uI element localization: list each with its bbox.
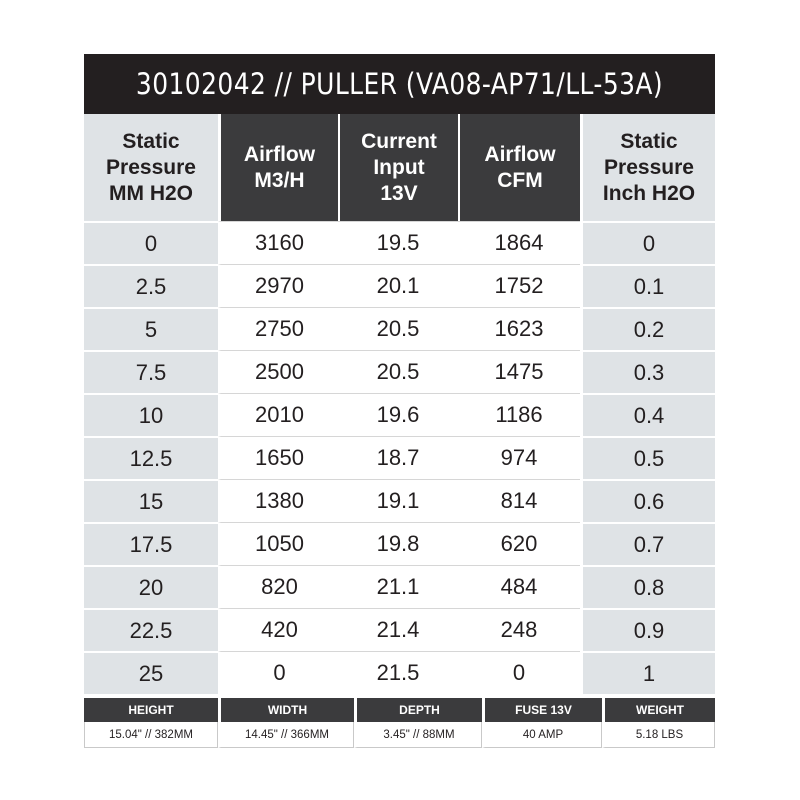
- cell-airflow-cfm: 1864: [458, 221, 580, 264]
- table-row: [84, 393, 715, 436]
- table-row: [84, 479, 715, 522]
- cell-current-input: 19.8: [338, 522, 458, 565]
- table-row: [84, 307, 715, 350]
- col-header-line: Airflow: [243, 142, 316, 166]
- table-row: [84, 608, 715, 651]
- cell-airflow-cfm: 248: [458, 608, 580, 651]
- cell-airflow-cfm: 1475: [458, 350, 580, 393]
- cell-static-pressure-inch: 0.6: [580, 479, 715, 522]
- cell-static-pressure-inch: 0.7: [580, 522, 715, 565]
- cell-airflow-cfm: 620: [458, 522, 580, 565]
- col-header-line: Input: [373, 155, 425, 179]
- col-header-current-input: [338, 114, 458, 221]
- cell-current-input: 19.5: [338, 221, 458, 264]
- cell-static-pressure-mm: 17.5: [84, 522, 218, 565]
- cell-airflow-m3h: 1050: [218, 522, 338, 565]
- col-header-static-pressure-inch: [580, 114, 715, 221]
- spec-header-width: WIDTH: [218, 698, 354, 722]
- col-header-line: Pressure: [604, 155, 694, 179]
- col-header-line: Static: [620, 129, 678, 153]
- col-header-line: Current: [361, 129, 437, 153]
- cell-current-input: 19.1: [338, 479, 458, 522]
- col-header-airflow-cfm: [458, 114, 580, 221]
- cell-static-pressure-inch: 1: [580, 651, 715, 694]
- cell-static-pressure-mm: 7.5: [84, 350, 218, 393]
- table-row: [84, 651, 715, 694]
- dimensions-table: [84, 698, 715, 748]
- col-header-line: M3/H: [254, 168, 305, 192]
- cell-static-pressure-mm: 25: [84, 651, 218, 694]
- cell-static-pressure-inch: 0.8: [580, 565, 715, 608]
- spec-header-depth: DEPTH: [354, 698, 482, 722]
- cell-static-pressure-mm: 15: [84, 479, 218, 522]
- cell-current-input: 19.6: [338, 393, 458, 436]
- col-header-line: CFM: [497, 168, 543, 192]
- cell-airflow-m3h: 820: [218, 565, 338, 608]
- cell-airflow-cfm: 0: [458, 651, 580, 694]
- cell-current-input: 20.5: [338, 350, 458, 393]
- cell-static-pressure-inch: 0.4: [580, 393, 715, 436]
- cell-current-input: 21.4: [338, 608, 458, 651]
- cell-airflow-m3h: 2010: [218, 393, 338, 436]
- cell-airflow-m3h: 0: [218, 651, 338, 694]
- cell-airflow-m3h: 3160: [218, 221, 338, 264]
- spec-value-depth: 3.45" // 88MM: [354, 722, 482, 748]
- cell-airflow-cfm: 1186: [458, 393, 580, 436]
- cell-static-pressure-inch: 0: [580, 221, 715, 264]
- table-row: [84, 350, 715, 393]
- cell-airflow-cfm: 484: [458, 565, 580, 608]
- spec-value-fuse: 40 AMP: [482, 722, 602, 748]
- cell-static-pressure-mm: 12.5: [84, 436, 218, 479]
- cell-static-pressure-inch: 0.3: [580, 350, 715, 393]
- page-title: 30102042 // PULLER (VA08-AP71/LL-53A): [135, 67, 664, 101]
- performance-table-body: [84, 221, 715, 694]
- col-header-line: Pressure: [106, 155, 196, 179]
- spec-header-height: HEIGHT: [84, 698, 218, 722]
- cell-airflow-cfm: 1752: [458, 264, 580, 307]
- cell-airflow-cfm: 1623: [458, 307, 580, 350]
- cell-static-pressure-mm: 5: [84, 307, 218, 350]
- spec-header-fuse: FUSE 13V: [482, 698, 602, 722]
- cell-current-input: 21.5: [338, 651, 458, 694]
- specs-header-row: [84, 698, 715, 722]
- table-row: [84, 221, 715, 264]
- col-header-line: 13V: [380, 181, 418, 205]
- specs-value-row: [84, 722, 715, 748]
- cell-airflow-cfm: 974: [458, 436, 580, 479]
- header-row: [84, 114, 715, 221]
- cell-static-pressure-inch: 0.9: [580, 608, 715, 651]
- cell-airflow-m3h: 2970: [218, 264, 338, 307]
- cell-static-pressure-mm: 2.5: [84, 264, 218, 307]
- table-row: [84, 522, 715, 565]
- cell-static-pressure-inch: 0.2: [580, 307, 715, 350]
- spec-value-weight: 5.18 LBS: [602, 722, 715, 748]
- cell-airflow-cfm: 814: [458, 479, 580, 522]
- table-row: [84, 264, 715, 307]
- table-row: [84, 436, 715, 479]
- col-header-line: Static: [122, 129, 180, 153]
- cell-static-pressure-mm: 10: [84, 393, 218, 436]
- cell-current-input: 20.5: [338, 307, 458, 350]
- col-header-line: Airflow: [484, 142, 556, 166]
- col-header-static-pressure-mm: [84, 114, 218, 221]
- spec-value-height: 15.04" // 382MM: [84, 722, 218, 748]
- cell-current-input: 20.1: [338, 264, 458, 307]
- table-row: [84, 565, 715, 608]
- cell-static-pressure-inch: 0.5: [580, 436, 715, 479]
- spec-value-width: 14.45" // 366MM: [218, 722, 354, 748]
- cell-current-input: 18.7: [338, 436, 458, 479]
- cell-static-pressure-mm: 0: [84, 221, 218, 264]
- col-header-airflow-m3h: [218, 114, 338, 221]
- title-bar: [84, 54, 715, 114]
- cell-current-input: 21.1: [338, 565, 458, 608]
- col-header-line: Inch H2O: [602, 181, 696, 205]
- cell-airflow-m3h: 420: [218, 608, 338, 651]
- col-header-line: MM H2O: [109, 181, 193, 205]
- cell-airflow-m3h: 2750: [218, 307, 338, 350]
- fan-spec-sheet: [84, 54, 715, 748]
- cell-static-pressure-inch: 0.1: [580, 264, 715, 307]
- spec-header-weight: WEIGHT: [602, 698, 715, 722]
- cell-static-pressure-mm: 20: [84, 565, 218, 608]
- cell-airflow-m3h: 1380: [218, 479, 338, 522]
- performance-table: [84, 114, 715, 694]
- cell-airflow-m3h: 1650: [218, 436, 338, 479]
- cell-airflow-m3h: 2500: [218, 350, 338, 393]
- cell-static-pressure-mm: 22.5: [84, 608, 218, 651]
